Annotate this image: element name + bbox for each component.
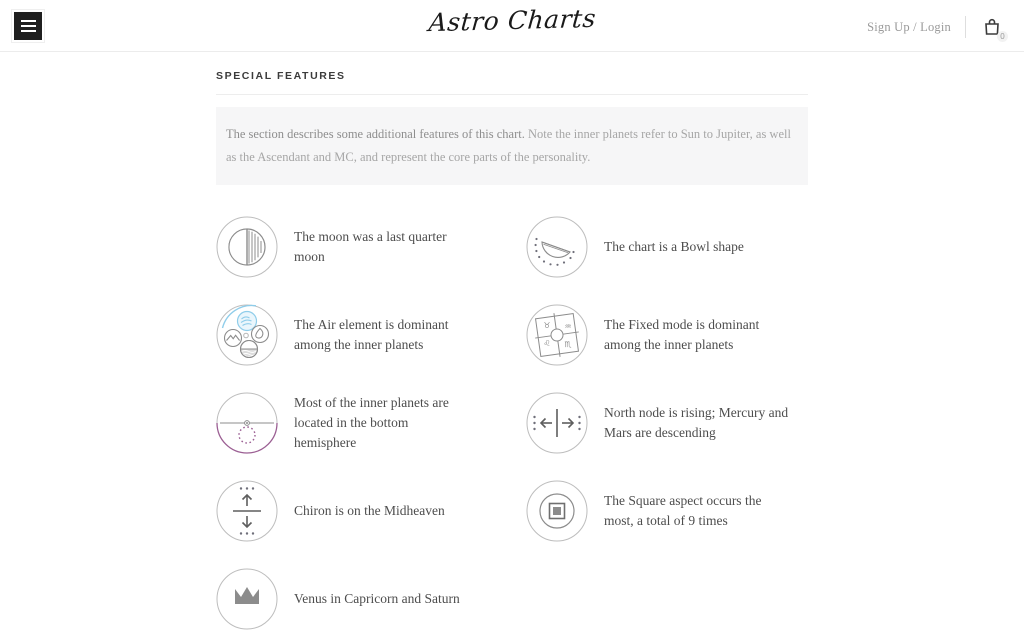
menu-bar-icon <box>21 25 36 27</box>
feature-item-fixed-mode[interactable] <box>526 291 808 379</box>
feature-label: Most of the inner planets are located in the bottom hemisphere <box>294 394 449 451</box>
feature-item-bowl-shape[interactable] <box>526 203 808 291</box>
fire-element-glyph <box>252 326 269 343</box>
feature-label: Venus in Capricorn and Saturn <box>294 591 460 607</box>
feature-label: The Air element is dominant among the inner planets <box>294 317 449 353</box>
feature-item-square-aspect[interactable] <box>526 467 808 555</box>
description-lead: The section describes some additional features of this chart. <box>226 127 525 141</box>
feature-label: Chiron is on the Midheaven <box>294 503 445 519</box>
aquarius-glyph: ♒ <box>564 322 572 332</box>
feature-item-node-rising[interactable] <box>526 379 808 467</box>
cart-count-badge: 0 <box>997 31 1008 42</box>
menu-bar-icon <box>21 20 36 22</box>
midheaven-arrows-icon <box>216 480 278 542</box>
cart-button[interactable] <box>980 14 1006 40</box>
bottom-hemisphere-icon <box>216 392 278 454</box>
feature-label: The Square aspect occurs the most, a total of 9 times <box>604 493 762 529</box>
water-element-glyph <box>241 341 258 358</box>
rising-descending-arrows-icon <box>526 392 588 454</box>
square-aspect-icon <box>526 480 588 542</box>
menu-bar-icon <box>21 30 36 32</box>
feature-item-venus-capricorn[interactable] <box>216 555 498 643</box>
site-header <box>0 0 1024 52</box>
bowl-shape-icon <box>526 216 588 278</box>
feature-label: The Fixed mode is dominant among the inner planets <box>604 317 760 353</box>
feature-label: The chart is a Bowl shape <box>604 239 744 255</box>
hamburger-menu-button[interactable] <box>12 10 44 42</box>
feature-label: The moon was a last quarter moon <box>294 229 447 265</box>
moon-phase-last-quarter-icon <box>216 216 278 278</box>
description-rest: Note the inner planets refer to Sun to Jupiter, as well as the Ascendant and MC, and represent the core parts of the personality. <box>226 127 791 165</box>
sign-up-login-link[interactable]: Sign Up / Login <box>867 19 951 34</box>
scorpio-glyph: ♏ <box>564 340 572 350</box>
header-actions <box>867 14 1006 40</box>
features-grid <box>216 203 808 643</box>
header-divider <box>965 16 966 38</box>
leo-glyph: ♌ <box>543 339 551 349</box>
feature-item-chiron-midheaven[interactable] <box>216 467 498 555</box>
page-title: SPECIAL FEATURES <box>216 70 808 95</box>
earth-element-glyph <box>225 330 242 347</box>
main-content <box>216 52 808 643</box>
crown-icon <box>216 568 278 630</box>
feature-item-moon-phase[interactable] <box>216 203 498 291</box>
section-description <box>216 107 808 185</box>
feature-item-bottom-hemisphere[interactable] <box>216 379 498 467</box>
feature-label: North node is rising; Mercury and Mars are descending <box>604 405 789 441</box>
element-air-dominant-icon <box>216 304 278 366</box>
feature-item-air-element[interactable] <box>216 291 498 379</box>
taurus-glyph: ♉ <box>543 321 551 331</box>
fixed-mode-icon <box>526 304 588 366</box>
logo-text: Astro Charts <box>427 3 597 38</box>
